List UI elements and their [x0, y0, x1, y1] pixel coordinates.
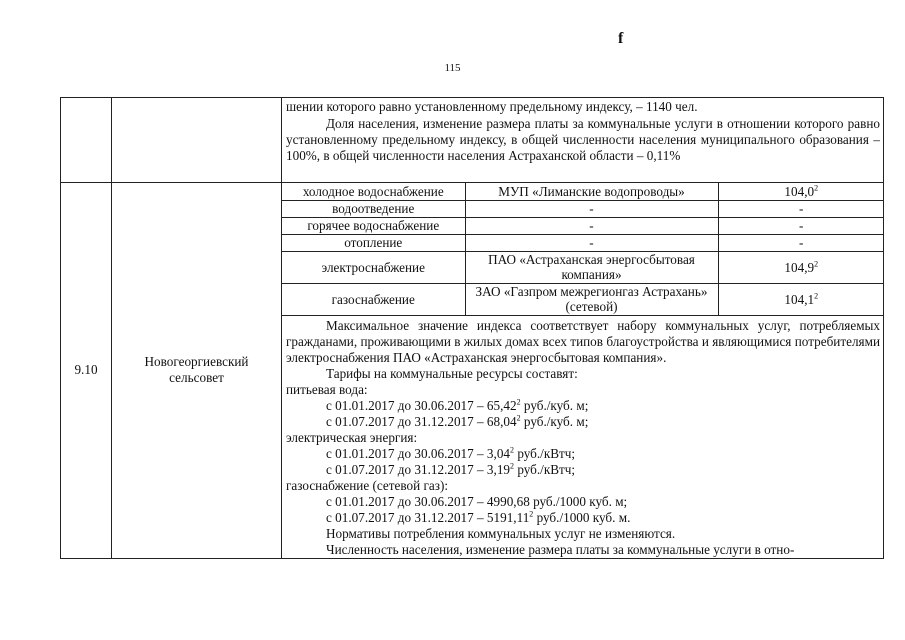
service-name: горячее водоснабжение [282, 217, 465, 234]
service-row [282, 183, 884, 200]
municipality-name: Новогеоргиевский сельсовет [112, 183, 282, 559]
service-name: газоснабжение [282, 283, 465, 315]
empty-number-cell [61, 98, 112, 183]
tariffs-intro: Тарифы на коммунальные ресурсы составят: [326, 365, 578, 381]
corner-mark: f [618, 30, 624, 47]
norms-paragraph: Нормативы потребления коммунальных услуг не изменяются. [326, 525, 676, 541]
service-row [282, 234, 884, 251]
tariff-description [282, 316, 883, 558]
service-index: - [718, 234, 884, 251]
service-provider: - [465, 200, 718, 217]
electric-tariff-2: с 01.07.2017 до 31.12.2017 – 3,19$^2$ руб./кВтч; [326, 461, 576, 477]
service-row [282, 283, 884, 315]
service-name: электроснабжение [282, 251, 465, 283]
service-provider: - [465, 217, 718, 234]
service-name: водоотведение [282, 200, 465, 217]
service-provider: ПАО «Астраханская энергосбытовая компания» [465, 251, 718, 283]
empty-name-cell [112, 98, 282, 183]
gas-tariff-1: с 01.01.2017 до 30.06.2017 – 4990,68 руб./1000 куб. м; [326, 493, 628, 509]
continuation-text-cell [282, 98, 884, 183]
gas-label: газоснабжение (сетевой газ): [286, 477, 449, 493]
details-cell [282, 183, 884, 559]
max-index-paragraph: Максимальное значение индекса соответствует набору коммунальных услуг, потребляемых гражданами, проживающими в жилых домах всех типов благоустройства и являющимися потребителями электроснабжения ПАО «Астраханская энергосбытовая компания». [286, 317, 880, 365]
service-index: - [718, 200, 884, 217]
tariff-table [60, 97, 884, 559]
population-paragraph: Численность населения, изменение размера платы за коммунальные услуги в отно- [326, 541, 795, 557]
electric-label: электрическая энергия: [286, 429, 418, 445]
service-provider: ЗАО «Газпром межрегионгаз Астрахань» (сетевой) [465, 283, 718, 315]
water-label: питьевая вода: [286, 381, 368, 397]
page-number: 115 [444, 62, 461, 74]
water-tariff-2: с 01.07.2017 до 31.12.2017 – 68,04$^2$ руб./куб. м; [326, 413, 589, 429]
continuation-line: шении которого равно установленному предельному индексу, – 1140 чел. [286, 99, 698, 114]
service-row [282, 200, 884, 217]
electric-tariff-1: с 01.01.2017 до 30.06.2017 – 3,04$^2$ руб./кВтч; [326, 445, 576, 461]
water-tariff-1: с 01.01.2017 до 30.06.2017 – 65,42$^2$ руб./куб. м; [326, 397, 589, 413]
service-row [282, 217, 884, 234]
service-provider: МУП «Лиманские водопроводы» [465, 183, 718, 200]
services-subtable [282, 183, 884, 316]
gas-tariff-2: с 01.07.2017 до 31.12.2017 – 5191,11$^2$ руб./1000 куб. м. [326, 509, 631, 525]
table-row-9-10 [61, 183, 884, 559]
service-index: 104,0$^2$ [718, 183, 884, 200]
service-index: 104,9$^2$ [718, 251, 884, 283]
service-name: отопление [282, 234, 465, 251]
row-number: 9.10 [61, 183, 112, 559]
service-name: холодное водоснабжение [282, 183, 465, 200]
service-index: - [718, 217, 884, 234]
service-provider: - [465, 234, 718, 251]
service-row [282, 251, 884, 283]
service-index: 104,1$^2$ [718, 283, 884, 315]
continuation-row [61, 98, 884, 183]
continuation-paragraph: Доля населения, изменение размера платы за коммунальные услуги в отношении которого равно установленному предельному индексу, в общей численности населения муниципального образования – 100%, в общей численности населения Астраханской области – 0,11% [286, 116, 880, 163]
